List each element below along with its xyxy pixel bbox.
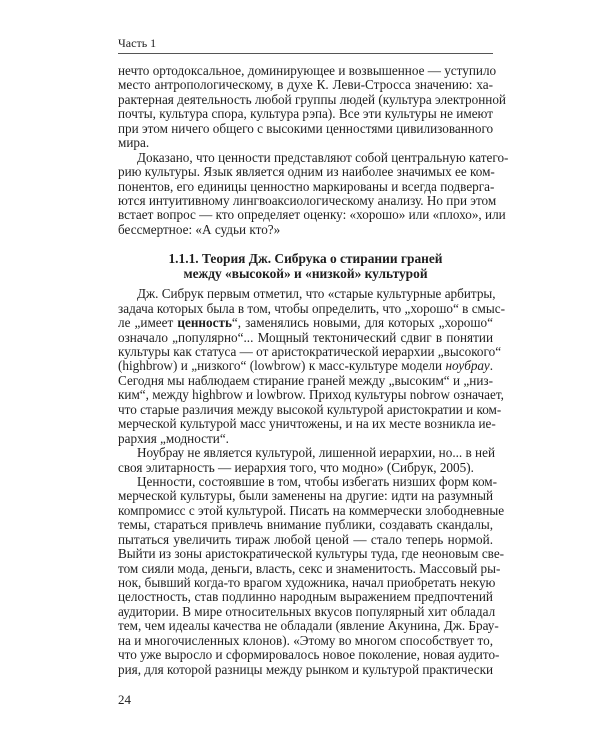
text-segment: место антропологическому, в духе К. Леви-Стросса значению: ха- bbox=[118, 77, 493, 93]
text-line bbox=[118, 331, 493, 345]
text-segment: бессмертное: «А судьи кто?» bbox=[118, 221, 281, 237]
text-segment: тем, чем идеалы качества не обладали (явление Акунина, Дж. Брау- bbox=[118, 618, 499, 634]
text-line bbox=[118, 533, 493, 547]
text-segment: Дж. Сибрук первым отметил, что «старые культурные арбитры, bbox=[137, 286, 496, 302]
page-number: 24 bbox=[118, 692, 131, 707]
text-line bbox=[118, 192, 497, 208]
text-segment: . bbox=[489, 358, 493, 374]
text-line bbox=[118, 359, 493, 373]
text-segment: “, заменялись новыми, для которых „хорошо“ bbox=[231, 315, 493, 331]
text-line bbox=[118, 136, 493, 150]
text-segment: Сегодня мы наблюдаем стирание граней между „высоким“ и „низ- bbox=[118, 372, 493, 388]
text-line bbox=[118, 149, 509, 165]
text-segment: нок, бывший когда-то врагом художника, начал приобретать некую bbox=[118, 575, 496, 590]
text-line bbox=[118, 180, 493, 194]
text-line bbox=[118, 300, 506, 316]
text-segment: культуры как статуса — от аристократической иерархии „высокого“ bbox=[118, 344, 502, 359]
text-line bbox=[118, 374, 493, 388]
running-header: Часть 1 bbox=[118, 36, 157, 50]
section-heading-line: 1.1.1. Теория Дж. Сибрука о стирании граней bbox=[168, 251, 443, 267]
text-line bbox=[118, 560, 501, 576]
text-segment: ким“, между highbrow и lowbrow. Приход культуры nobrow означает, bbox=[118, 387, 504, 403]
text-segment: (highbrow) и „низкого“ (lowbrow) к масс-культуре модели bbox=[118, 358, 446, 374]
paragraphs-before-heading bbox=[118, 63, 509, 237]
text-segment: что старые различия между высокой культурой аристократии и ком- bbox=[118, 401, 502, 417]
text-segment: рию культуры. Язык является одним из наиболее значимых ее ком- bbox=[118, 164, 495, 180]
text-line bbox=[118, 489, 493, 503]
text-segment: Доказано, что ценности представляют собой центральную катего- bbox=[137, 149, 509, 165]
text-line bbox=[118, 78, 493, 92]
text-segment: означало „популярно“... Мощный тектонический сдвиг в понятии bbox=[118, 329, 493, 345]
paragraphs-after-heading bbox=[118, 286, 506, 677]
text-line bbox=[118, 401, 502, 417]
text-line bbox=[118, 416, 496, 432]
text-line bbox=[118, 165, 493, 179]
text-segment: ле „имеет bbox=[118, 315, 178, 331]
italic-term: ноубрау bbox=[445, 358, 490, 374]
text-segment: целостность, став подлинно народным выражением предпочтений bbox=[118, 589, 493, 605]
text-line bbox=[118, 344, 502, 359]
text-line bbox=[118, 207, 506, 223]
paragraph bbox=[118, 63, 506, 151]
text-segment: рия, для которой разницы между рынком и культурой практически bbox=[118, 661, 494, 677]
text-line bbox=[118, 603, 496, 619]
text-segment: ются интуитивному лингвоаксиологическому анализу. Но при этом bbox=[118, 192, 497, 208]
text-line bbox=[118, 63, 497, 78]
text-segment: темы, стараться привлечь внимание публики, создавать скандалы, bbox=[118, 517, 493, 533]
text-line bbox=[118, 546, 505, 562]
text-line bbox=[118, 223, 493, 237]
text-segment: нечто ортодоксальное, доминирующее и возвышенное — уступило bbox=[118, 63, 497, 78]
text-line bbox=[118, 663, 493, 677]
text-line bbox=[118, 590, 493, 604]
text-line bbox=[118, 618, 499, 634]
text-segment: своя элитарность — иерархия того, что модно» (Сибрук, 2005). bbox=[118, 459, 474, 475]
text-line bbox=[118, 432, 493, 446]
text-segment: при этом ничего общего с высокими ценностями цивилизованного bbox=[118, 120, 494, 136]
paragraph bbox=[118, 445, 496, 475]
text-line bbox=[118, 518, 493, 532]
text-segment: понентов, его единицы ценностно маркированы и всегда подверга- bbox=[118, 178, 495, 194]
text-line bbox=[118, 122, 493, 136]
text-segment: пытаться увеличить тираж любой ценой — стало теперь нормой. bbox=[118, 531, 493, 547]
section-heading-line: между «высокой» и «низкой» культурой bbox=[183, 266, 428, 282]
text-segment: рархия „модности“. bbox=[118, 430, 229, 446]
text-segment: мира. bbox=[118, 135, 150, 151]
paragraph bbox=[118, 286, 506, 446]
text-line bbox=[118, 286, 496, 302]
bold-term: ценность bbox=[177, 315, 232, 331]
text-segment: Ценности, состоявшие в том, чтобы избегать низших форм ком- bbox=[137, 473, 498, 489]
text-segment: встает вопрос — кто определяет оценку: «хорошо» или «плохо», или bbox=[118, 207, 506, 223]
paragraph bbox=[118, 473, 505, 677]
text-segment: мерческой культуры, были заменены на другие: идти на разумный bbox=[118, 488, 493, 504]
text-segment: задача которых была в том, чтобы определить, что „хорошо“ в смыс- bbox=[118, 300, 506, 316]
text-line bbox=[118, 575, 496, 590]
text-line bbox=[118, 647, 500, 663]
text-segment: компромисс с этой культурой. Писать на коммерчески злободневные bbox=[118, 502, 505, 518]
text-segment: аудитории. В мире относительных вкусов популярный хит обладал bbox=[118, 603, 496, 619]
text-segment: что уже выросло и сформировалось новое поколение, новая аудито- bbox=[118, 647, 500, 663]
text-segment: рактерная деятельность любой группы людей (культура электронной bbox=[118, 91, 506, 107]
text-line bbox=[118, 91, 506, 107]
page-body bbox=[118, 63, 509, 677]
text-segment: почты, культура спора, культура рэпа). Все эти культуры не имеют bbox=[118, 106, 493, 122]
text-segment: на и многочисленных клонов). «Этому во многом способствует то, bbox=[118, 632, 493, 648]
text-line bbox=[118, 502, 505, 518]
text-line bbox=[118, 473, 498, 489]
text-segment: Ноубрау не является культурой, лишенной иерархии, но... в ней bbox=[137, 445, 496, 461]
text-line bbox=[118, 461, 493, 475]
section-heading bbox=[118, 251, 493, 281]
text-line bbox=[118, 445, 496, 461]
text-line bbox=[118, 107, 493, 121]
text-segment: мерческой культурой масс уничтожены, и на их месте возникла ие- bbox=[118, 416, 496, 432]
text-line bbox=[118, 634, 493, 648]
header-rule bbox=[118, 53, 493, 54]
text-segment: Выйти из зоны аристократической культуры туда, где неоновым све- bbox=[118, 546, 505, 562]
paragraph bbox=[118, 149, 509, 238]
text-line bbox=[118, 387, 504, 403]
text-segment: том сияли мода, деньги, власть, секс и знаменитость. Массовый ры- bbox=[118, 560, 501, 576]
text-line bbox=[118, 316, 493, 330]
